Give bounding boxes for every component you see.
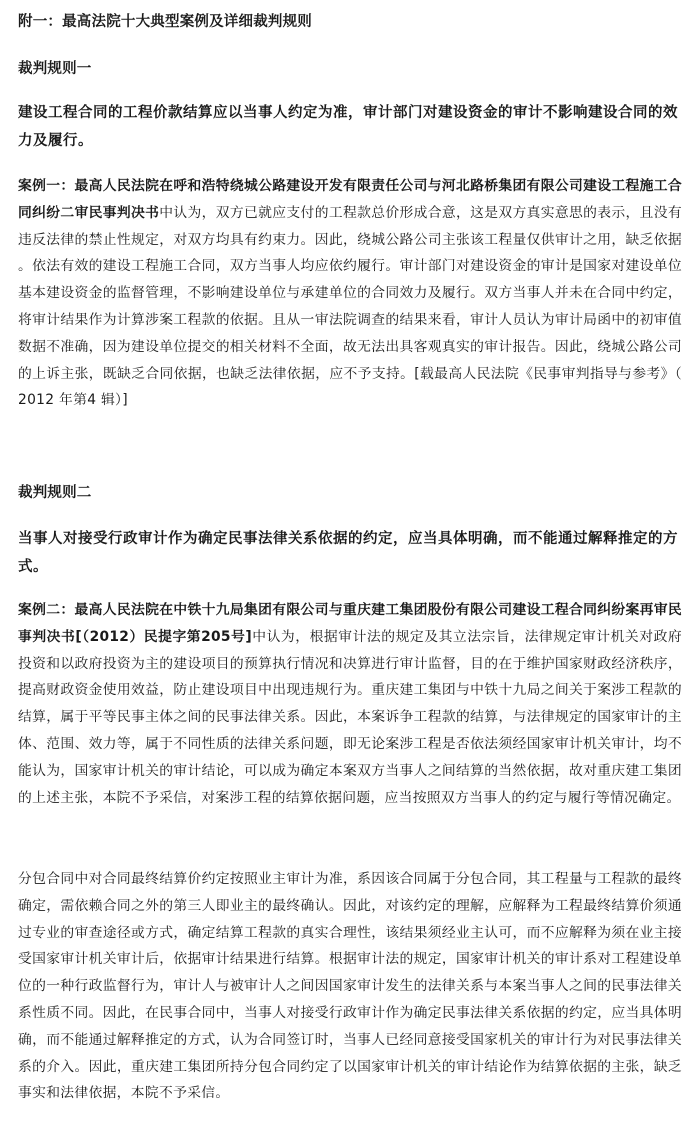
case-one-heading: 案例一：最高人民法院在呼和浩特绕城公路建设开发有限责任公司与河北路桥集团有限公司建设工程施工合同纠纷二审民事判决书 <box>18 178 682 221</box>
case-two-paragraph <box>18 597 682 811</box>
case-two-analysis: 分包合同中对合同最终结算价约定按照业主审计为准，系因该合同属于分包合同，其工程量与工程款的最终确定，需依赖合同之外的第三人即业主的最终确认。因此，对该约定的理解，应解释为工程最终结算价须通过专业的审查途径或方式，确定结算工程款的真实合理性，该结果须经业主认可，而不应解释为须在业主接受国家审计机关审计后，依据审计结果进行结算。根据审计法的规定，国家审计机关的审计系对工程建设单位的一种行政监督行为，审计人与被审计人之间因国家审计发生的法律关系与本案当事人之间的民事法律关系性质不同。因此，在民事合同中，当事人对接受行政审计作为确定民事法律关系依据的约定，应当具体明确，而不能通过解释推定的方式，认为合同签订时，当事人已经同意接受国家机关的审计行为对民事法律关系的介入。因此，重庆建工集团所持分包合同约定了以国家审计机关的审计结论作为结算依据的主张，缺乏事实和法律依据，本院不予采信。 <box>18 871 682 1102</box>
rule-one-statement: 建设工程合同的工程价款结算应以当事人约定为准，审计部门对建设资金的审计不影响建设合同的效力及履行。 <box>18 105 678 149</box>
appendix-title: 附一：最高法院十大典型案例及详细裁判规则 <box>18 14 312 30</box>
case-one-paragraph <box>18 173 682 414</box>
rule-two-title: 裁判规则二 <box>18 485 92 501</box>
case-two-heading: 案例二：最高人民法院在中铁十九局集团有限公司与重庆建工集团股份有限公司建设工程合同纠纷案再审民事判决书[（2012）民提字第205号] <box>18 602 682 645</box>
case-one-body: 中认为，双方已就应支付的工程款总价形成合意，这是双方真实意思的表示，且没有违反法律的禁止性规定，对双方均具有约束力。因此，绕城公路公司主张该工程量仅供审计之用，缺乏依据。依法有效的建设工程施工合同，双方当事人均应依约履行。审计部门对建设资金的审计是国家对建设单位基本建设资金的监督管理，不影响建设单位与承建单位的合同效力及履行。双方当事人并未在合同中约定，将审计结果作为计算涉案工程款的依据。且从一审法院调查的结果来看，审计人员认为审计局函中的初审值数据不准确，因为建设单位提交的相关材料不全面，故无法出具客观真实的审计报告。因此，绕城公路公司的上诉主张，既缺乏合同依据，也缺乏法律依据，应不予支持。[载最高人民法院《民事审判指导与参考》（2012 年第4 辑）] <box>18 204 682 409</box>
rule-two-statement: 当事人对接受行政审计作为确定民事法律关系依据的约定，应当具体明确，而不能通过解释推定的方式。 <box>18 531 678 575</box>
rule-one-title: 裁判规则一 <box>18 61 92 77</box>
case-two-body: 中认为，根据审计法的规定及其立法宗旨，法律规定审计机关对政府投资和以政府投资为主的建设项目的预算执行情况和决算进行审计监督，目的在于维护国家财政经济秩序，提高财政资金使用效益，防止建设项目中出现违规行为。重庆建工集团与中铁十九局之间关于案涉工程款的结算，属于平等民事主体之间的民事法律关系。因此，本案诉争工程款的结算，与法律规定的国家审计的主体、范围、效力等，属于不同性质的法律关系问题，即无论案涉工程是否依法须经国家审计机关审计，均不能认为，国家审计机关的审计结论，可以成为确定本案双方当事人之间结算的当然依据，故对重庆建工集团的上述主张，本院不予采信，对案涉工程的结算依据问题，应当按照双方当事人的约定与履行等情况确定。 <box>18 628 682 806</box>
